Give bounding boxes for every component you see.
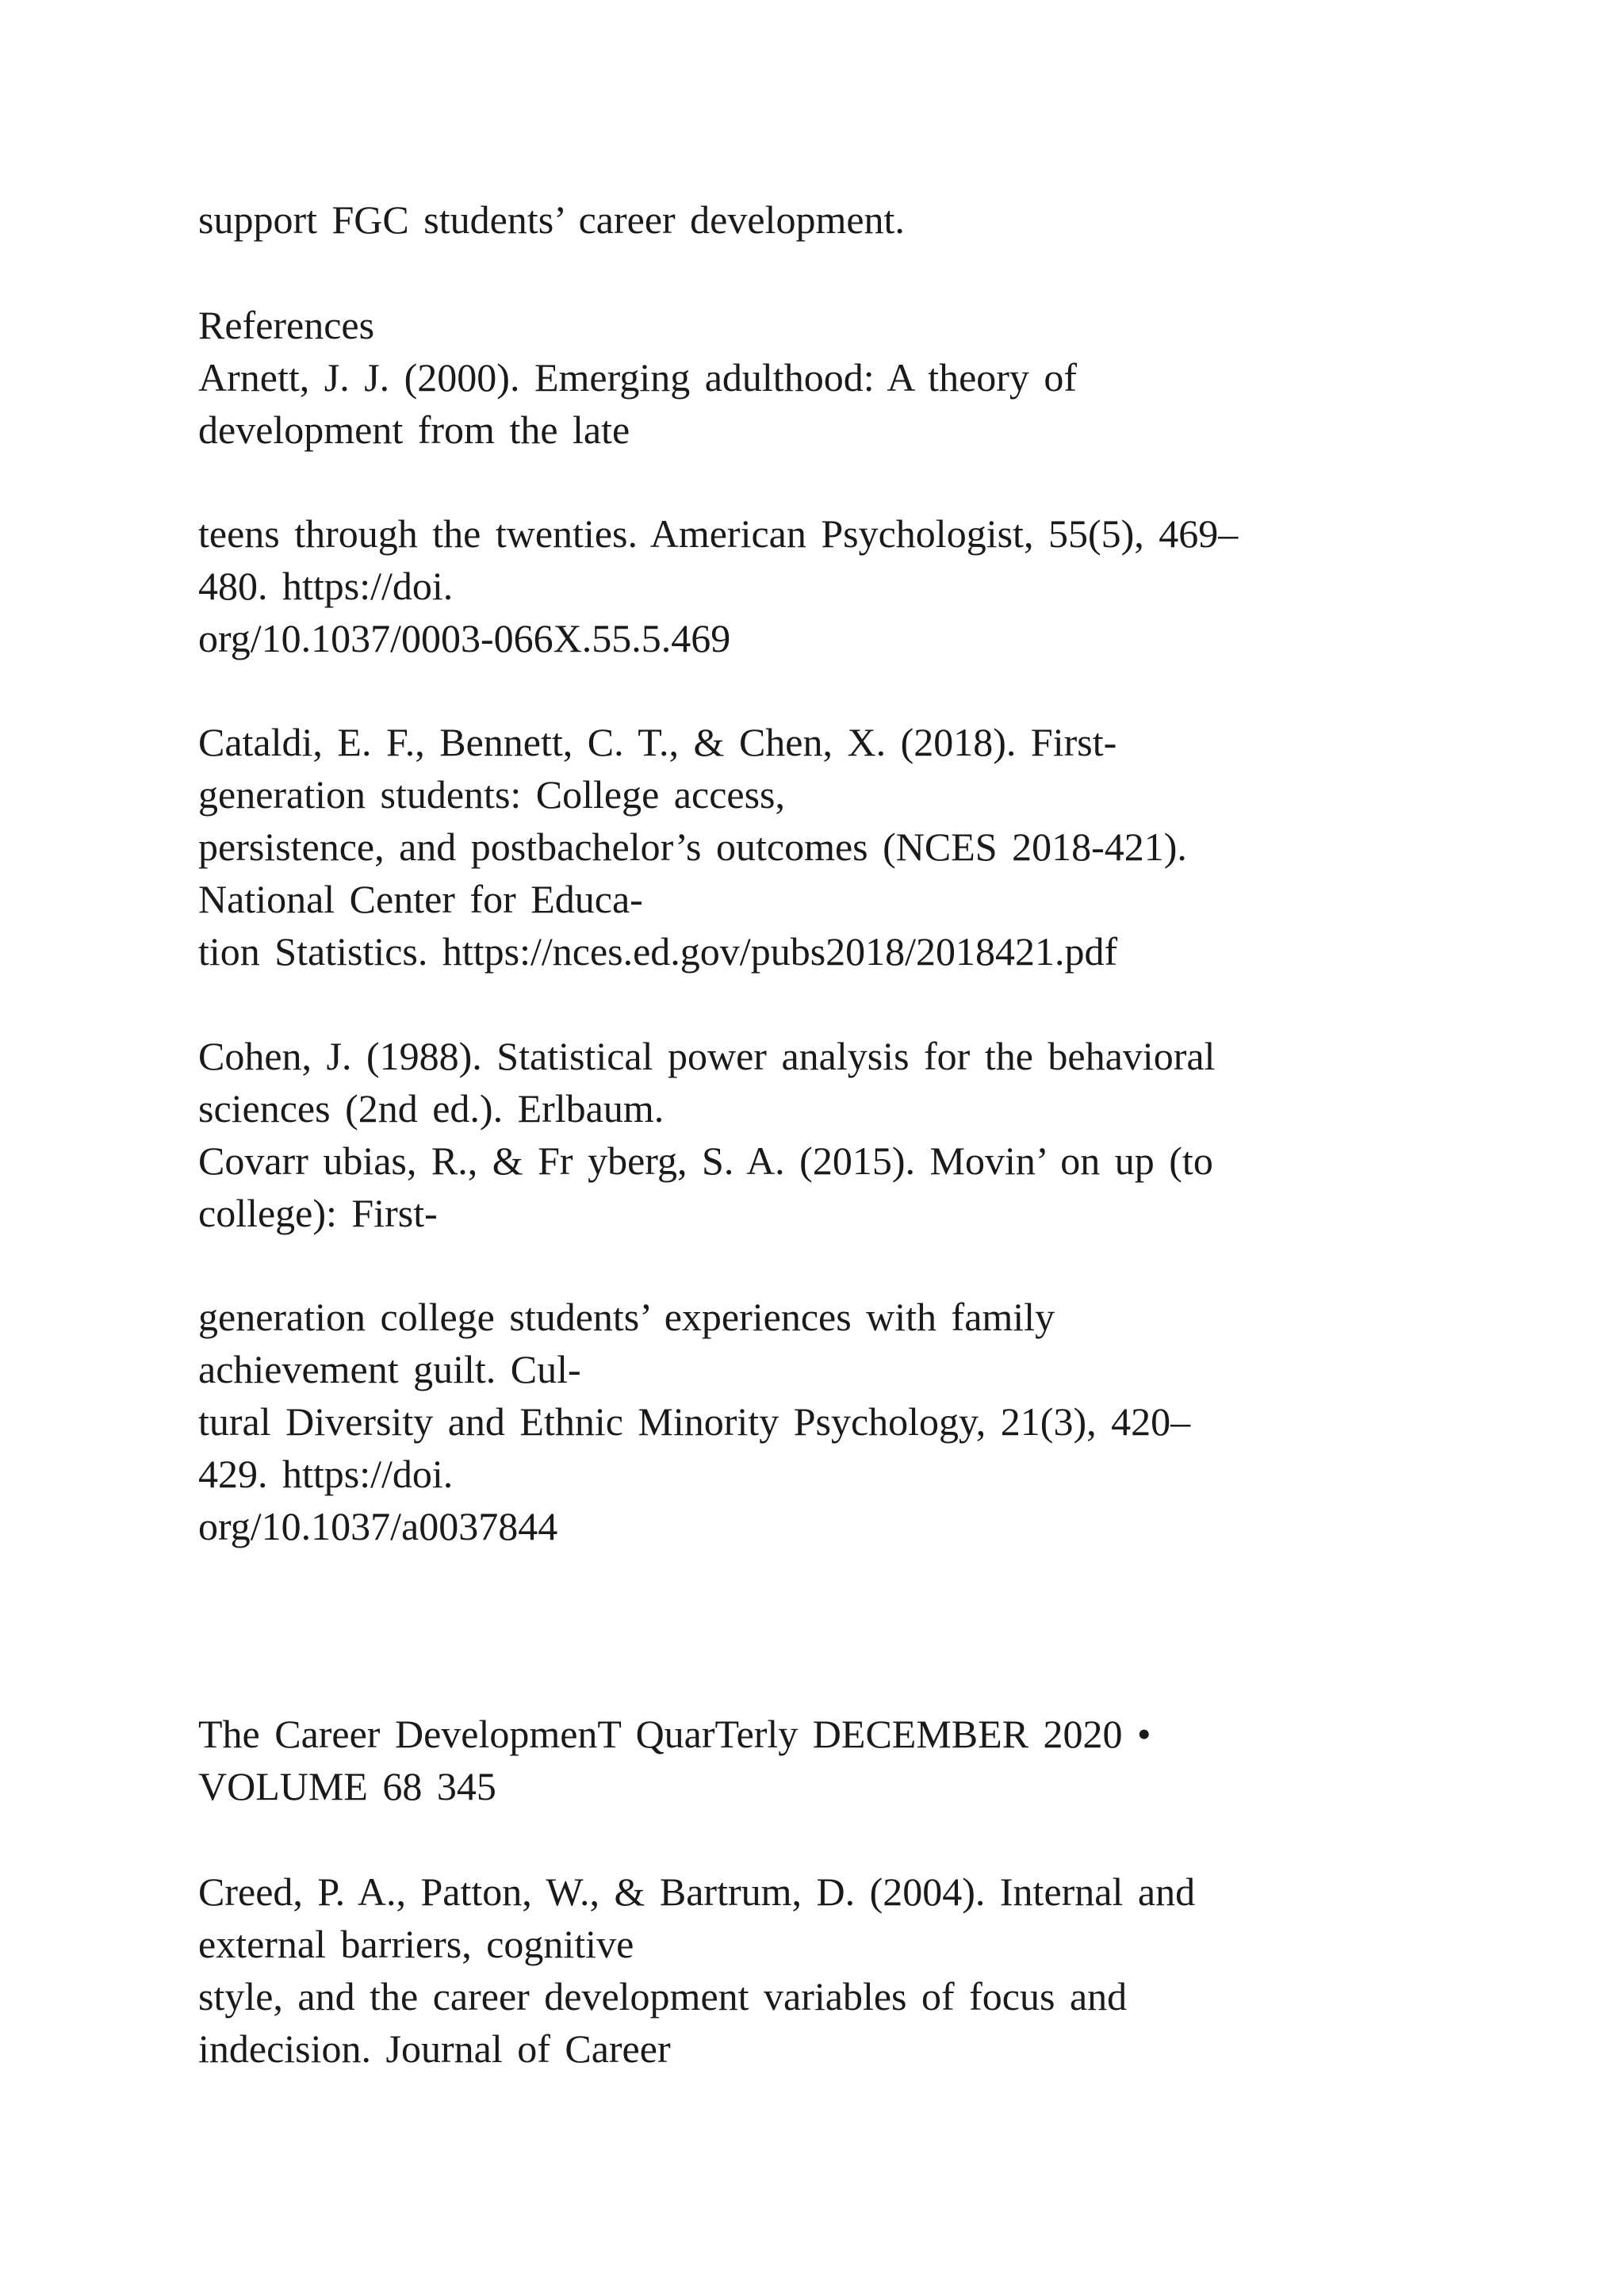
reference-line: teens through the twenties. American Psychologist, 55(5), 469–	[198, 511, 1239, 556]
reference-line: style, and the career development variables of focus and	[198, 1974, 1128, 2019]
reference-line: org/10.1037/a0037844	[198, 1504, 558, 1548]
reference-line: National Center for Educa-	[198, 877, 643, 921]
running-footer: The Career DevelopmenT QuarTerly DECEMBER 2020 •	[198, 1712, 1151, 1756]
running-footer: VOLUME 68 345	[198, 1764, 496, 1808]
reference-line: generation students: College access,	[198, 772, 785, 817]
references-heading: References	[198, 303, 375, 347]
reference-line: sciences (2nd ed.). Erlbaum.	[198, 1086, 665, 1131]
reference-line: Cataldi, E. F., Bennett, C. T., & Chen, X. (2018). First-	[198, 720, 1117, 764]
reference-line: generation college students’ experiences with family	[198, 1295, 1055, 1339]
reference-line: tural Diversity and Ethnic Minority Psychology, 21(3), 420–	[198, 1399, 1191, 1444]
reference-line: indecision. Journal of Career	[198, 2026, 671, 2071]
text-line: support FGC students’ career development.	[198, 197, 905, 242]
reference-line: Arnett, J. J. (2000). Emerging adulthood: A theory of	[198, 355, 1078, 400]
reference-line: 429. https://doi.	[198, 1452, 454, 1496]
reference-line: Cohen, J. (1988). Statistical power analysis for the behavioral	[198, 1034, 1216, 1078]
reference-line: org/10.1037/0003-066X.55.5.469	[198, 616, 731, 660]
reference-line: Covarr ubias, R., & Fr yberg, S. A. (2015). Movin’ on up (to	[198, 1138, 1213, 1183]
reference-line: Creed, P. A., Patton, W., & Bartrum, D. (2004). Internal and	[198, 1869, 1196, 1914]
reference-line: college): First-	[198, 1191, 438, 1235]
reference-line: 480. https://doi.	[198, 564, 454, 608]
reference-line: achievement guilt. Cul-	[198, 1347, 581, 1391]
reference-line: tion Statistics. https://nces.ed.gov/pubs2018/2018421.pdf	[198, 929, 1118, 974]
reference-line: persistence, and postbachelor’s outcomes (NCES 2018-421).	[198, 825, 1187, 869]
reference-line: development from the late	[198, 408, 630, 452]
reference-line: external barriers, cognitive	[198, 1922, 634, 1966]
